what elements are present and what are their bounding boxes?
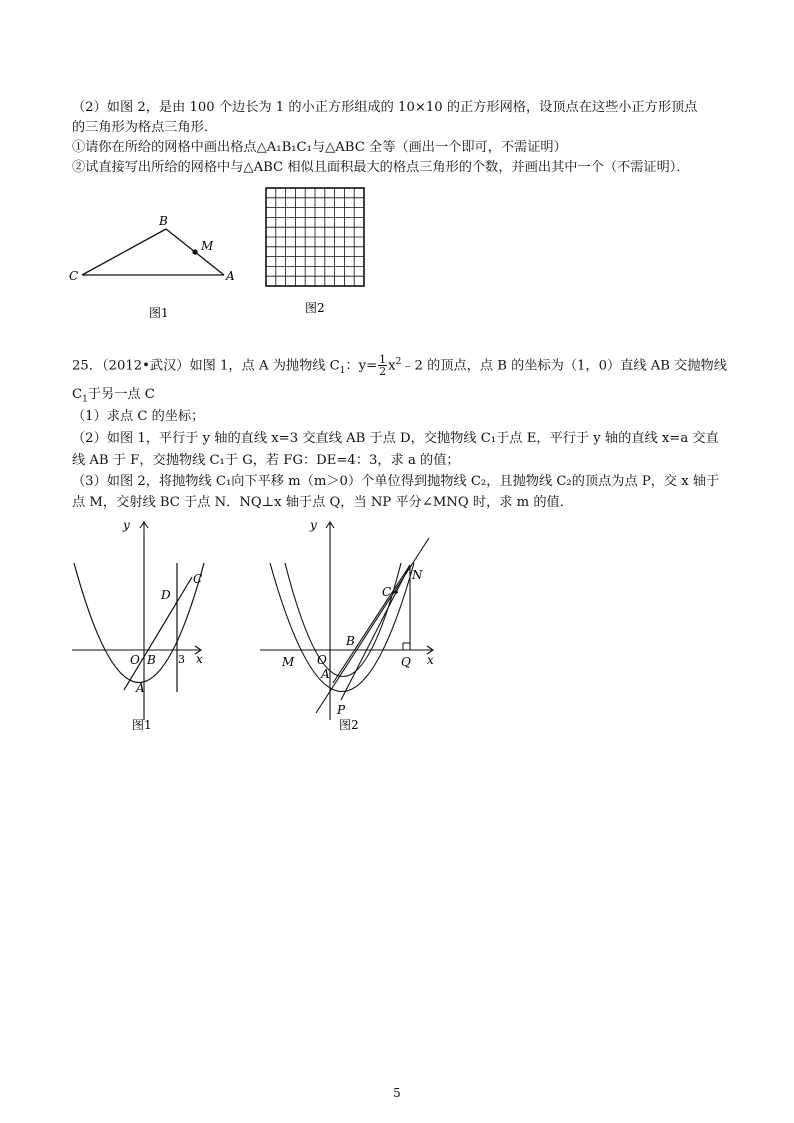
label-Q: Q [401,655,411,669]
point-C [394,590,398,594]
label-3: 3 [178,653,185,666]
label-C: C [382,585,392,599]
fraction-one-half [378,354,387,377]
label-B: B [159,214,168,228]
q25-line2-pre: C [72,387,83,402]
q25-line2 [72,386,155,409]
q25-line1-post: ﹣2 的顶点，点 B 的坐标为（1，0）直线 AB 交抛物线 [401,358,727,374]
q24-part2-line2: 的三角形为格点三角形． [72,120,218,135]
q25-part1: （1）求点 C 的坐标； [72,409,205,424]
label-O: O [130,653,140,667]
q25-line1-x: x [388,358,396,374]
parabola-figure-2 [255,515,445,740]
q25-part3-line1: （3）如图 2，将抛物线 C₁向下平移 m（m＞0）个单位得到抛物线 C₂，且抛物线 C₂的顶点为点 P，交 x 轴于 [72,474,720,489]
q25-line1-mid: ：y= [345,358,378,374]
label-O: O [317,653,327,667]
label-N: N [412,568,423,582]
q25-line1-sup: 2 [395,357,402,367]
q25-line2-sub: 1 [82,394,88,405]
fraction-numerator: 1 [379,353,387,367]
label-x: x [196,652,203,666]
point-M [192,249,197,254]
page-number: 5 [393,1086,401,1100]
label-C: C [193,572,203,586]
grid-lines [266,188,364,286]
q24-part2-line1: （2）如图 2，是由 100 个边长为 1 的小正方形组成的 10×10 的正方形网格，设顶点在这些小正方形顶点 [72,100,698,115]
parabola-C1 [285,563,401,677]
q25-part3-line2: 点 M，交射线 BC 于点 N．NQ⊥x 轴于点 Q，当 NP 平分∠MNQ 时，求 m 的值． [72,495,573,510]
q25-part2-line2: 线 AB 于 F，交抛物线 C₁于 G，若 FG：DE=4：3，求 a 的值； [72,453,460,468]
fraction-denominator: 2 [379,365,387,379]
label-B: B [346,634,355,648]
grid-figure [260,185,370,320]
side-CB [82,229,166,275]
label-y: y [123,518,130,532]
label-D: D [161,588,171,602]
label-M: M [282,655,295,669]
label-C: C [69,269,79,283]
q25-line1-pre: 25．（2012•武汉）如图 1，点 A 为抛物线 C [72,358,340,374]
q25-line1 [72,353,727,380]
q24-item2: ②试直接写出所给的网格中与△ABC 相似且面积最大的格点三角形的个数，并画出其中一个（不需证明）． [72,160,690,175]
figure-caption: 图2 [339,718,359,732]
label-M: M [201,239,214,253]
triangle-figure [60,205,250,325]
q25-part2-line1: （2）如图 1，平行于 y 轴的直线 x=3 交直线 AB 于点 D，交抛物线 C₁于点 E，平行于 y 轴的直线 x=a 交直 [72,431,719,446]
label-P: P [337,703,346,717]
line-NP [341,565,410,700]
q24-item1: ①请你在所给的网格中画出格点△A₁B₁C₁与△ABC 全等（画出一个即可，不需证明） [72,140,567,155]
label-A: A [226,269,235,283]
label-B: B [147,653,156,667]
label-A: A [136,681,145,695]
right-angle-mark [403,643,410,650]
label-A: A [321,667,330,681]
figure-caption: 图1 [132,718,152,732]
q25-line1-sub: 1 [339,366,346,377]
figure-caption: 图2 [305,301,325,315]
q25-line2-post: 于另一点 C [87,387,155,402]
ray-BC [316,538,429,713]
label-y: y [310,518,317,532]
line-AN [333,565,410,683]
label-x: x [427,653,434,667]
parabola-figure-1 [60,515,220,740]
figure-caption: 图1 [149,306,169,320]
